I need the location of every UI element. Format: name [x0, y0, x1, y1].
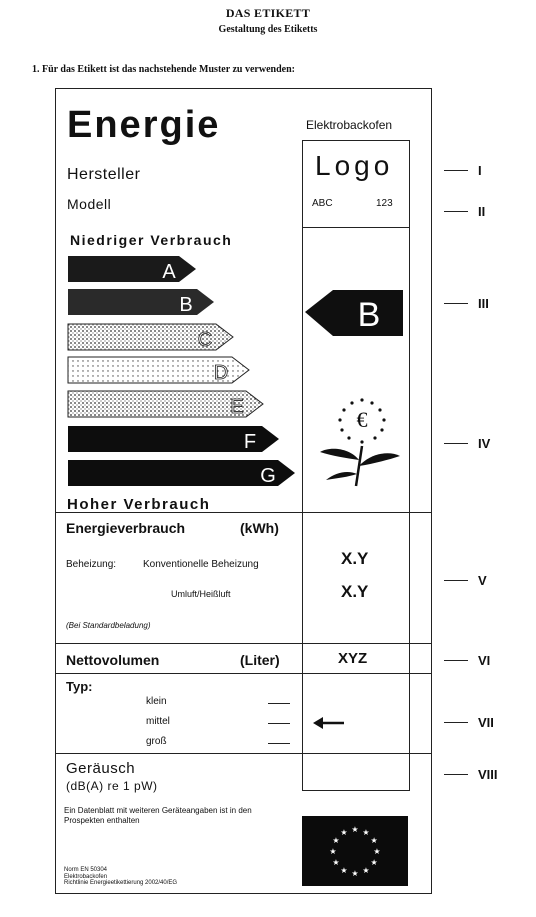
selected-class-indicator: [303, 288, 409, 340]
label-heading: Energie: [67, 104, 221, 146]
page-subtitle: Gestaltung des Etiketts: [218, 24, 318, 35]
class-b-label: B: [179, 294, 193, 316]
manufacturer-label: Hersteller: [67, 166, 141, 183]
value-conventional: X.Y: [341, 549, 369, 568]
net-volume-unit: (Liter): [240, 652, 280, 668]
marker-dash-3: [444, 303, 468, 304]
eu-star: ★: [351, 825, 359, 834]
eu-star: ★: [373, 847, 381, 856]
norm-info: [64, 867, 264, 887]
marker-vii: VII: [478, 715, 494, 730]
heating-conventional: Konventionelle Beheizung: [143, 559, 259, 570]
eu-star: ★: [332, 836, 340, 845]
efficiency-scale: [66, 254, 296, 494]
class-f-label: F: [243, 431, 257, 453]
marker-v: V: [478, 573, 487, 588]
instruction-text: 1. Für das Etikett ist das nachstehende Muster zu verwenden:: [32, 64, 295, 75]
divider-volume: [55, 673, 432, 674]
class-a-label: A: [162, 261, 176, 283]
type-small-dash: [268, 703, 290, 704]
datasheet-note: Ein Datenblatt mit weiteren Geräteangaben ist in den Prospekten enthalten: [64, 806, 252, 825]
net-volume-label: Nettovolumen: [66, 652, 160, 668]
selected-class-label: B: [357, 296, 381, 334]
eu-flag: [302, 816, 408, 886]
low-consumption-label: Niedriger Verbrauch: [70, 232, 233, 248]
class-g-label: G: [260, 465, 276, 487]
norm-line-2: Elektrobackofen: [64, 873, 108, 880]
marker-dash-2: [444, 211, 468, 212]
eu-star: ★: [340, 866, 348, 876]
class-d-label: D: [213, 362, 229, 384]
eu-star: ★: [362, 827, 370, 837]
heating-label: Beheizung:: [66, 559, 117, 570]
marker-viii: VIII: [478, 767, 498, 782]
page-title: DAS ETIKETT: [225, 6, 311, 20]
arrow-g: [68, 460, 295, 487]
high-consumption-label: Hoher Verbrauch: [67, 496, 211, 513]
device-type: Elektrobackofen: [306, 118, 393, 132]
eu-star: ★: [370, 836, 378, 845]
divider-model: [302, 227, 410, 228]
svg-text:€: €: [356, 407, 368, 432]
energy-unit: (kWh): [240, 520, 279, 536]
model-code-b: 123: [376, 198, 393, 209]
type-large-dash: [268, 743, 290, 744]
divider-energy: [55, 643, 432, 644]
energy-consumption-label: Energieverbrauch: [66, 520, 186, 536]
marker-ii: II: [478, 204, 486, 219]
arrow-left-icon: [312, 715, 346, 731]
marker-dash-1: [444, 170, 468, 171]
net-volume-value: XYZ: [338, 650, 368, 667]
marker-vi: VI: [478, 653, 491, 668]
type-medium: mittel: [146, 716, 170, 727]
divider-type: [55, 753, 432, 754]
model-code-a: ABC: [312, 198, 333, 209]
noise-label: Geräusch: [66, 760, 136, 777]
type-small: klein: [146, 696, 167, 707]
marker-iv: IV: [478, 436, 491, 451]
class-c-label: C: [197, 329, 213, 351]
arrow-d: [68, 357, 249, 384]
marker-dash-7: [444, 722, 468, 723]
marker-dash-4: [444, 443, 468, 444]
noise-unit: (dB(A) re 1 pW): [66, 779, 158, 793]
model-label: Modell: [67, 196, 112, 212]
marker-dash-8: [444, 774, 468, 775]
marker-iii: III: [478, 296, 489, 311]
eu-star: ★: [351, 869, 359, 878]
eu-star: ★: [370, 858, 378, 867]
marker-i: I: [478, 163, 482, 178]
arrow-e: [68, 391, 263, 418]
eco-flower-icon: [310, 390, 406, 490]
type-large: groß: [146, 736, 167, 747]
arrow-c: [68, 324, 233, 351]
type-medium-dash: [268, 723, 290, 724]
standard-load-note: (Bei Standardbeladung): [66, 621, 151, 630]
eu-star: ★: [362, 866, 370, 876]
value-convection: X.Y: [341, 582, 369, 601]
norm-line-1: Norm EN 50304: [64, 867, 108, 873]
arrow-b: [68, 289, 214, 316]
arrow-f: [68, 426, 279, 453]
marker-dash-5: [444, 580, 468, 581]
eu-star: ★: [340, 827, 348, 837]
eu-star: ★: [329, 847, 337, 856]
marker-dash-6: [444, 660, 468, 661]
heating-convection: Umluft/Heißluft: [171, 589, 231, 599]
class-e-label: E: [230, 396, 244, 418]
logo-placeholder: Logo: [315, 150, 394, 181]
eu-stars-icon: [302, 816, 408, 886]
arrow-a: [68, 256, 196, 283]
eu-star: ★: [332, 858, 340, 867]
type-label: Typ:: [66, 679, 93, 694]
norm-line-3: Richtlinie Energieetikettierung 2002/40/EG: [64, 880, 178, 886]
